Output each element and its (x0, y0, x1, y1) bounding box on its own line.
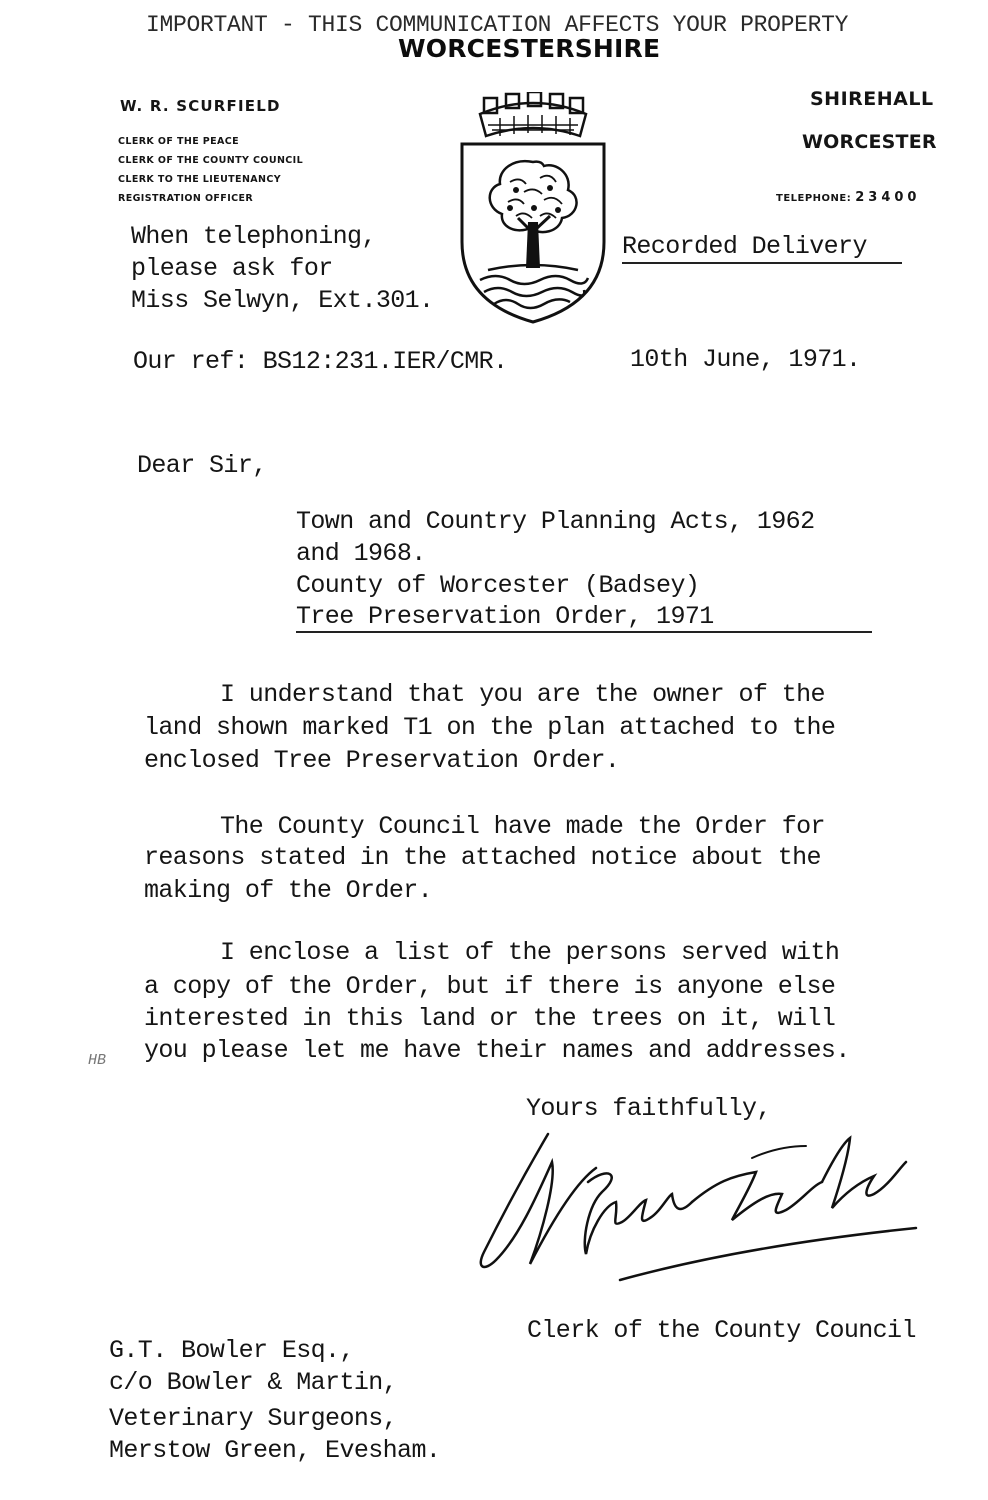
clerk-role: CLERK TO THE LIEUTENANCY (118, 174, 282, 185)
body-line: I understand that you are the owner of the (220, 680, 825, 709)
body-line: reasons stated in the attached notice about the (144, 843, 821, 872)
body-line: you please let me have their names and addresses. (144, 1036, 850, 1065)
body-line: I enclose a list of the persons served with (220, 938, 840, 967)
body-line: land shown marked T1 on the plan attached to the (144, 713, 836, 742)
telephone-label: TELEPHONE: (776, 193, 852, 204)
delivery-underline (622, 262, 902, 264)
salutation: Dear Sir, (137, 451, 267, 480)
important-notice: IMPORTANT - THIS COMMUNICATION AFFECTS YOUR PROPERTY (146, 12, 849, 38)
recipient-line: Veterinary Surgeons, (109, 1404, 398, 1433)
contact-line: please ask for (131, 254, 333, 283)
county-crest-icon (458, 92, 608, 324)
address-line: WORCESTER (802, 131, 937, 153)
contact-line: When telephoning, (131, 222, 376, 251)
address-line: SHIREHALL (810, 88, 934, 110)
our-reference: Our ref: BS12:231.IER/CMR. (133, 347, 508, 376)
contact-line: Miss Selwyn, Ext.301. (131, 286, 434, 315)
margin-mark: HB (88, 1052, 107, 1069)
recipient-line: Merstow Green, Evesham. (109, 1436, 441, 1465)
body-line: The County Council have made the Order for (220, 812, 825, 841)
clerk-role: CLERK OF THE PEACE (118, 136, 240, 147)
body-line: making of the Order. (144, 876, 433, 905)
body-line: a copy of the Order, but if there is anyone else (144, 972, 836, 1001)
clerk-role: CLERK OF THE COUNTY COUNCIL (118, 155, 304, 166)
subject-line: County of Worcester (Badsey) (296, 571, 700, 600)
county-name: WORCESTERSHIRE (398, 34, 661, 63)
signature-icon (470, 1122, 920, 1322)
clerk-name: W. R. SCURFIELD (120, 97, 281, 115)
closing: Yours faithfully, (526, 1094, 771, 1123)
body-line: enclosed Tree Preservation Order. (144, 746, 620, 775)
recipient-line: G.T. Bowler Esq., (109, 1336, 354, 1365)
subject-line: Tree Preservation Order, 1971 (296, 602, 872, 633)
letter-date: 10th June, 1971. (630, 345, 861, 374)
recipient-line: c/o Bowler & Martin, (109, 1368, 398, 1397)
telephone (776, 190, 920, 205)
subject-line: Town and Country Planning Acts, 1962 (296, 507, 815, 536)
telephone-number: 23400 (855, 190, 921, 205)
body-line: interested in this land or the trees on it, will (144, 1004, 836, 1033)
subject-line: and 1968. (296, 539, 426, 568)
signatory-title: Clerk of the County Council (527, 1316, 916, 1345)
clerk-role: REGISTRATION OFFICER (118, 193, 254, 204)
recorded-delivery: Recorded Delivery (622, 232, 867, 261)
